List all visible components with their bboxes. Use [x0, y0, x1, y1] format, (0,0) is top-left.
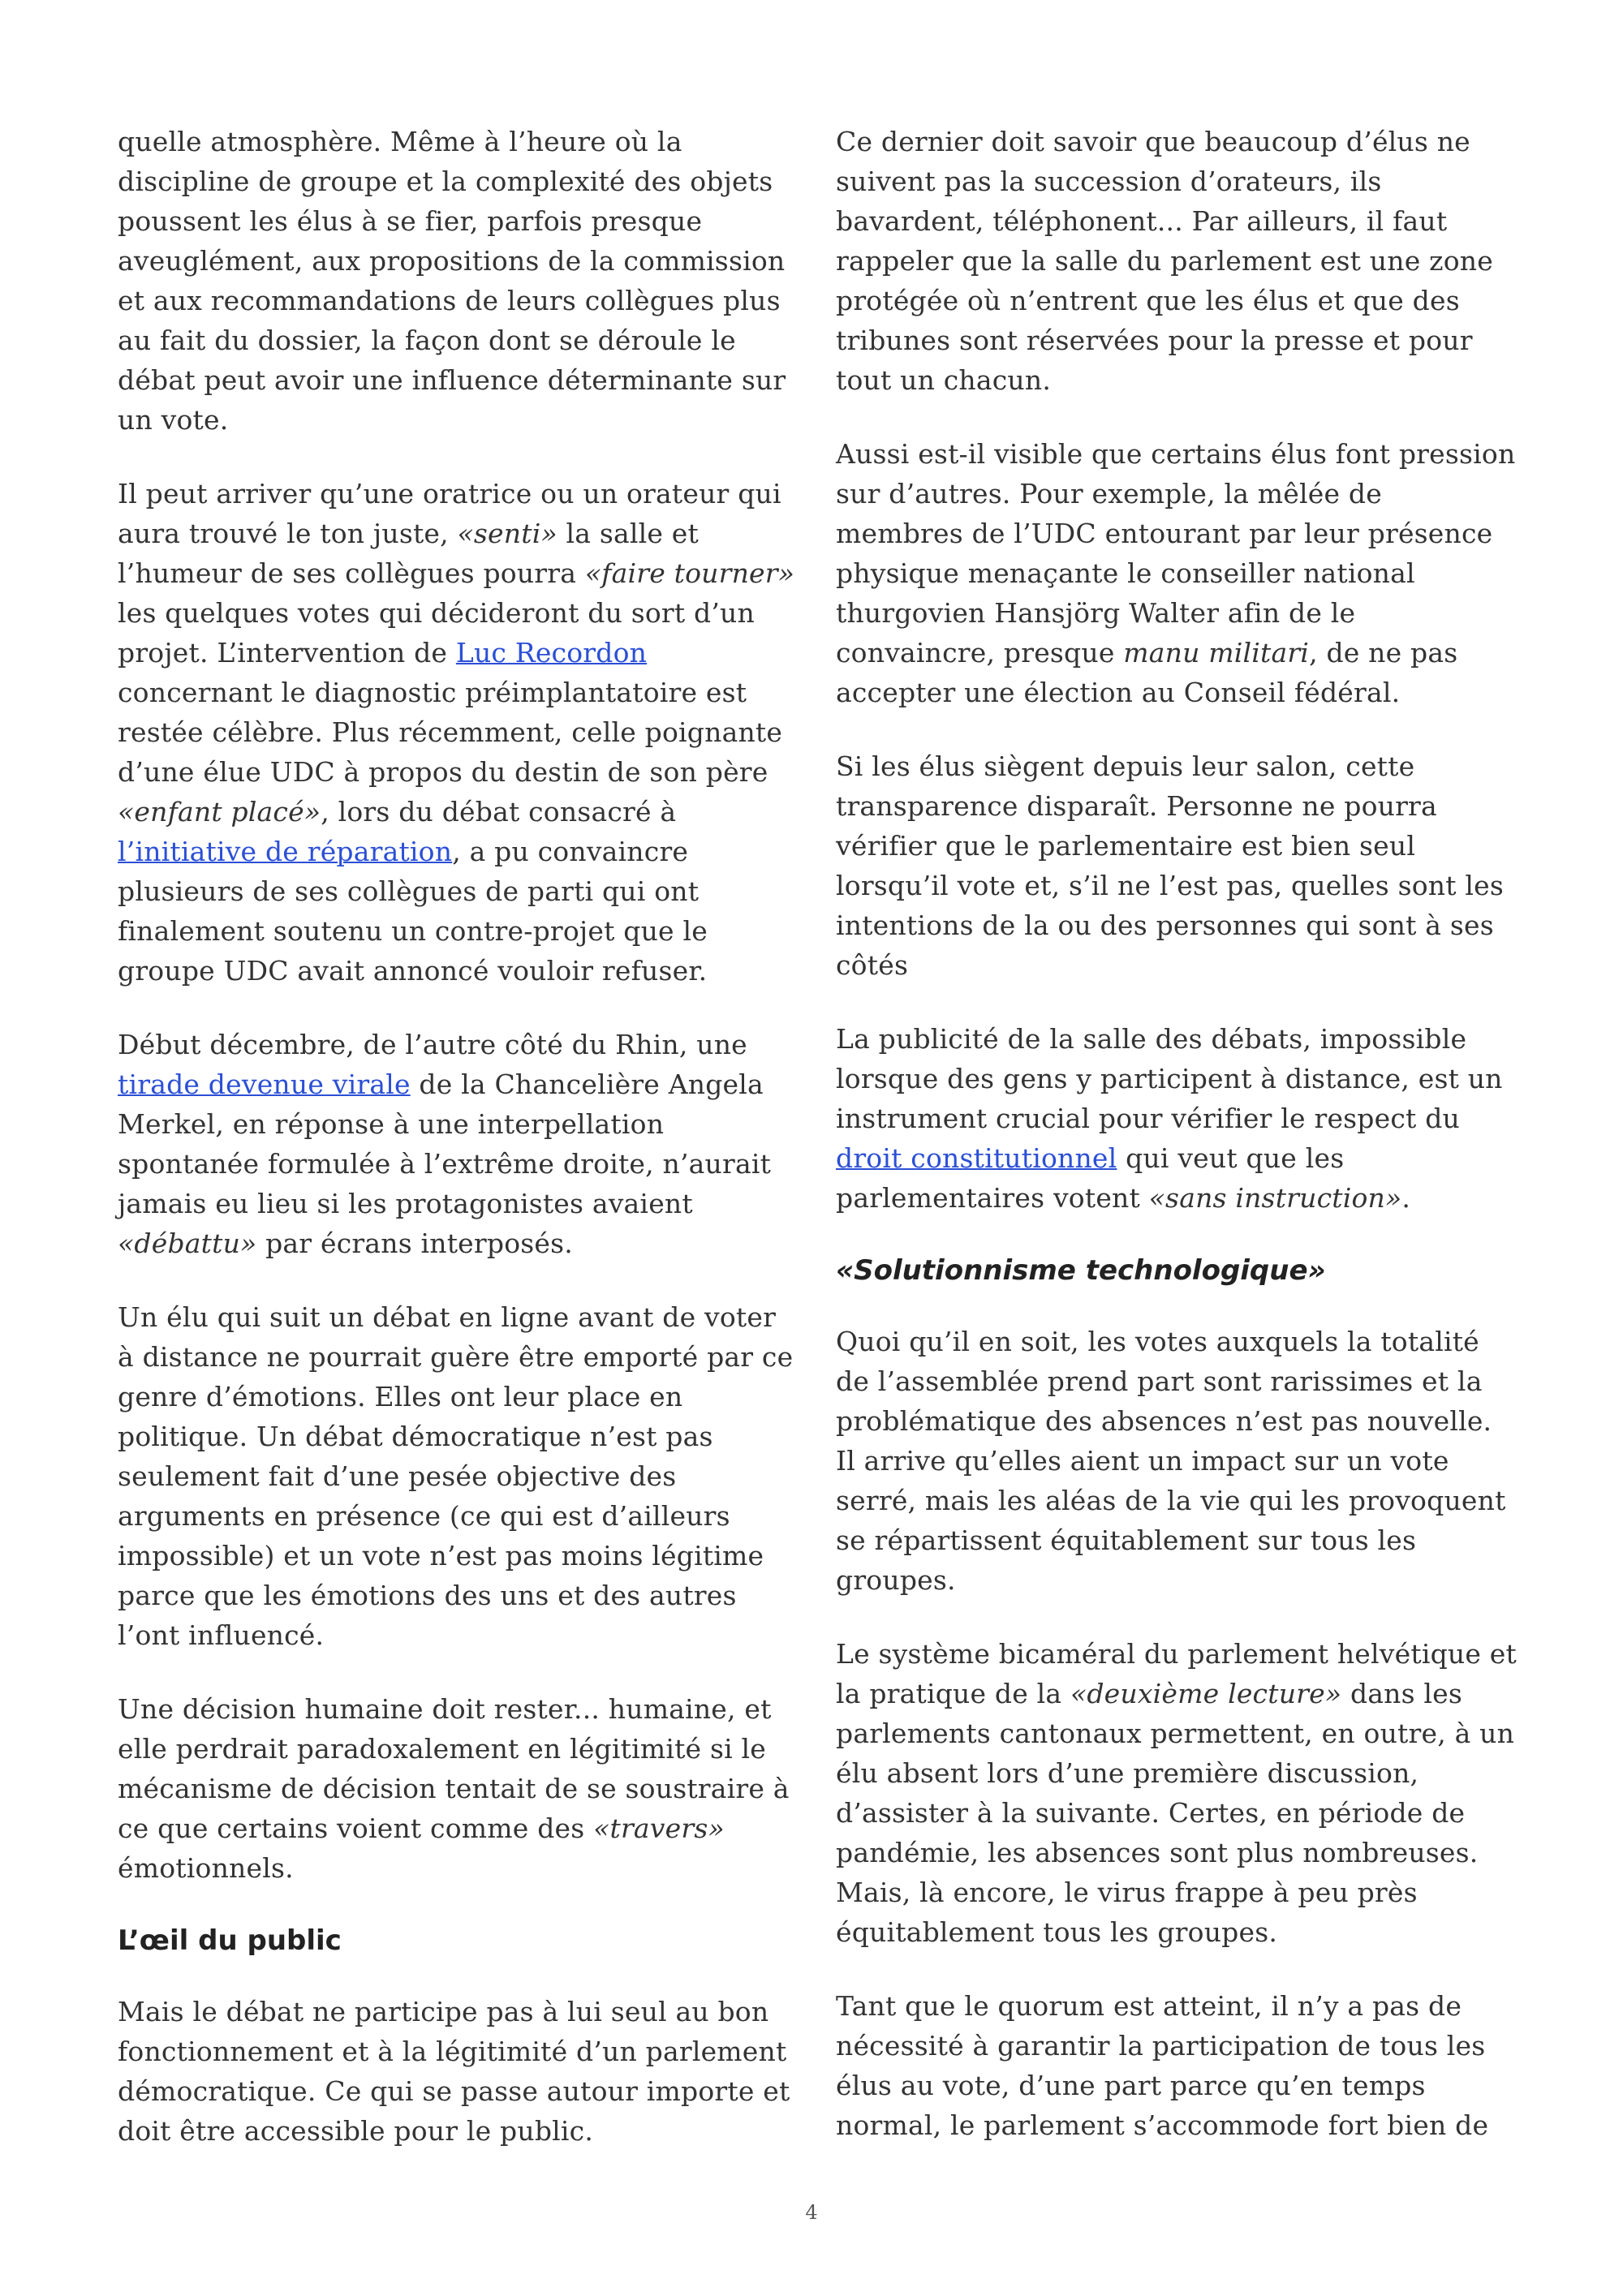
text-run: Aussi est-il visible que certains élus font pression sur d’autres. Pour exemple, la mêlée de membres de l’UDC entourant par leur présence physique menaçante le conseiller national thurgovien Hansjörg Walter afin de le convaincre, presque: [836, 438, 1516, 669]
paragraph: [836, 1634, 1518, 1952]
link-luc-recordon[interactable]: Luc Recordon: [455, 637, 648, 669]
text-run: .: [1401, 1182, 1411, 1214]
paragraph: Ce dernier doit savoir que beaucoup d’élus ne suivent pas la succession d’orateurs, ils bavardent, téléphonent... Par ailleurs, il faut rappeler que la salle du parlement est une zone protégée où n’entrent que les élus et que des tribunes sont réservées pour la presse et pour tout un chacun.: [836, 126, 1493, 396]
link-initiative-de-reparation[interactable]: l’initiative de réparation: [118, 836, 453, 867]
text-run: dans les parlements cantonaux permettent, en outre, à un élu absent lors d’une première discussion, d’assister à la suivante. Certes, en période de pandémie, les absences sont plus nombreuses. Mais, là encore, le virus frappe à peu près équitablement tous les groupes.: [836, 1678, 1515, 1948]
paragraph: [118, 474, 799, 991]
text-run: , de ne pas accepter une élection au Conseil fédéral.: [836, 637, 1458, 708]
text-run: concernant le diagnostic préimplantatoire est restée célèbre. Plus récemment, celle poignante d’une élue UDC à propos du destin de son père: [118, 677, 783, 788]
emphasis-text: «enfant placé»: [118, 796, 321, 828]
paragraph: Si les élus siègent depuis leur salon, cette transparence disparaît. Personne ne pourra vérifier que le parlementaire est bien seul lorsqu’il vote et, s’il ne l’est pas, quelles sont les intentions de la ou des personnes qui sont à ses côtés: [836, 750, 1505, 981]
text-run: qui veut que les parlementaires votent: [836, 1142, 1345, 1214]
paragraph: Quoi qu’il en soit, les votes auxquels la totalité de l’assemblée prend part sont rarissimes et la problématique des absences n’est pas nouvelle. Il arrive qu’elles aient un impact sur un vote serré, mais les aléas de la vie qui les provoquent se répartissent équitablement sur tous les groupes.: [836, 1326, 1506, 1596]
emphasis-text: «senti»: [457, 518, 558, 549]
paragraph: Mais le débat ne participe pas à lui seul au bon fonctionnement et à la légitimité d’un parlement démocratique. Ce qui se passe autour importe et doit être accessible pour le public.: [118, 1996, 790, 2147]
text-run: , a pu convaincre plusieurs de ses collègues de parti qui ont finalement soutenu un contre-projet que le groupe UDC avait annoncé vouloir refuser.: [118, 836, 708, 987]
text-run: émotionnels.: [118, 1852, 294, 1884]
page-number: 4: [805, 2201, 818, 2224]
section-heading: «Solutionnisme technologique»: [836, 1254, 1326, 1287]
paragraph: [118, 1025, 799, 1263]
paragraph: [836, 434, 1518, 712]
text-run: Une décision humaine doit rester... humaine, et elle perdrait paradoxalement en légitimité si le mécanisme de décision tentait de se soustraire à ce que certains voient comme des: [118, 1693, 790, 1844]
text-run: Il peut arriver qu’une oratrice ou un orateur qui aura trouvé le ton juste,: [118, 478, 781, 549]
text-run: de la Chancelière Angela Merkel, en réponse à une interpellation spontanée formulée à l’extrême droite, n’aurait jamais eu lieu si les protagonistes avaient: [118, 1068, 772, 1219]
emphasis-text: «deuxième lecture»: [1070, 1678, 1342, 1709]
paragraph: quelle atmosphère. Même à l’heure où la discipline de groupe et la complexité des objets poussent les élus à se fier, parfois presque aveuglément, aux propositions de la commission et aux recommandations de leurs collègues plus au fait du dossier, la façon dont se déroule le débat peut avoir une influence déterminante sur un vote.: [118, 126, 786, 436]
section-heading: L’œil du public: [118, 1924, 342, 1957]
text-run: Début décembre, de l’autre côté du Rhin, une: [118, 1029, 747, 1060]
emphasis-text: «faire tourner»: [584, 557, 795, 589]
text-run: la salle et l’humeur de ses collègues pourra: [118, 518, 699, 589]
link-tirade-devenue-virale[interactable]: tirade devenue virale: [118, 1068, 411, 1100]
text-run: Le système bicaméral du parlement helvétique et la pratique de la: [836, 1638, 1517, 1709]
emphasis-text: «sans instruction»: [1148, 1182, 1402, 1214]
text-run: La publicité de la salle des débats, impossible lorsque des gens y participent à distance, est un instrument crucial pour vérifier le respect du: [836, 1023, 1503, 1134]
text-run: , lors du débat consacré à: [321, 796, 677, 828]
paragraph: [118, 1689, 799, 1888]
left-column: [118, 122, 799, 2151]
emphasis-text: «débattu»: [118, 1228, 257, 1259]
paragraph: [836, 1019, 1518, 1218]
text-run: les quelques votes qui décideront du sort d’un projet. L’intervention de: [118, 597, 755, 669]
emphasis-text: manu militari: [1123, 637, 1310, 669]
paragraph: Tant que le quorum est atteint, il n’y a pas de nécessité à garantir la participation de tous les élus au vote, d’une part parce qu’en temps normal, le parlement s’accommode fort bien de: [836, 1990, 1489, 2141]
link-droit-constitutionnel[interactable]: droit constitutionnel: [836, 1142, 1117, 1174]
emphasis-text: «travers»: [593, 1812, 725, 1844]
right-column: [836, 122, 1518, 2145]
text-run: par écrans interposés.: [256, 1228, 573, 1259]
paragraph: Un élu qui suit un débat en ligne avant de voter à distance ne pourrait guère être emporté par ce genre d’émotions. Elles ont leur place en politique. Un débat démocratique n’est pas seulement fait d’une pesée objective des arguments en présence (ce qui est d’ailleurs impossible) et un vote n’est pas moins légitime parce que les émotions des uns et des autres l’ont influencé.: [118, 1301, 794, 1651]
